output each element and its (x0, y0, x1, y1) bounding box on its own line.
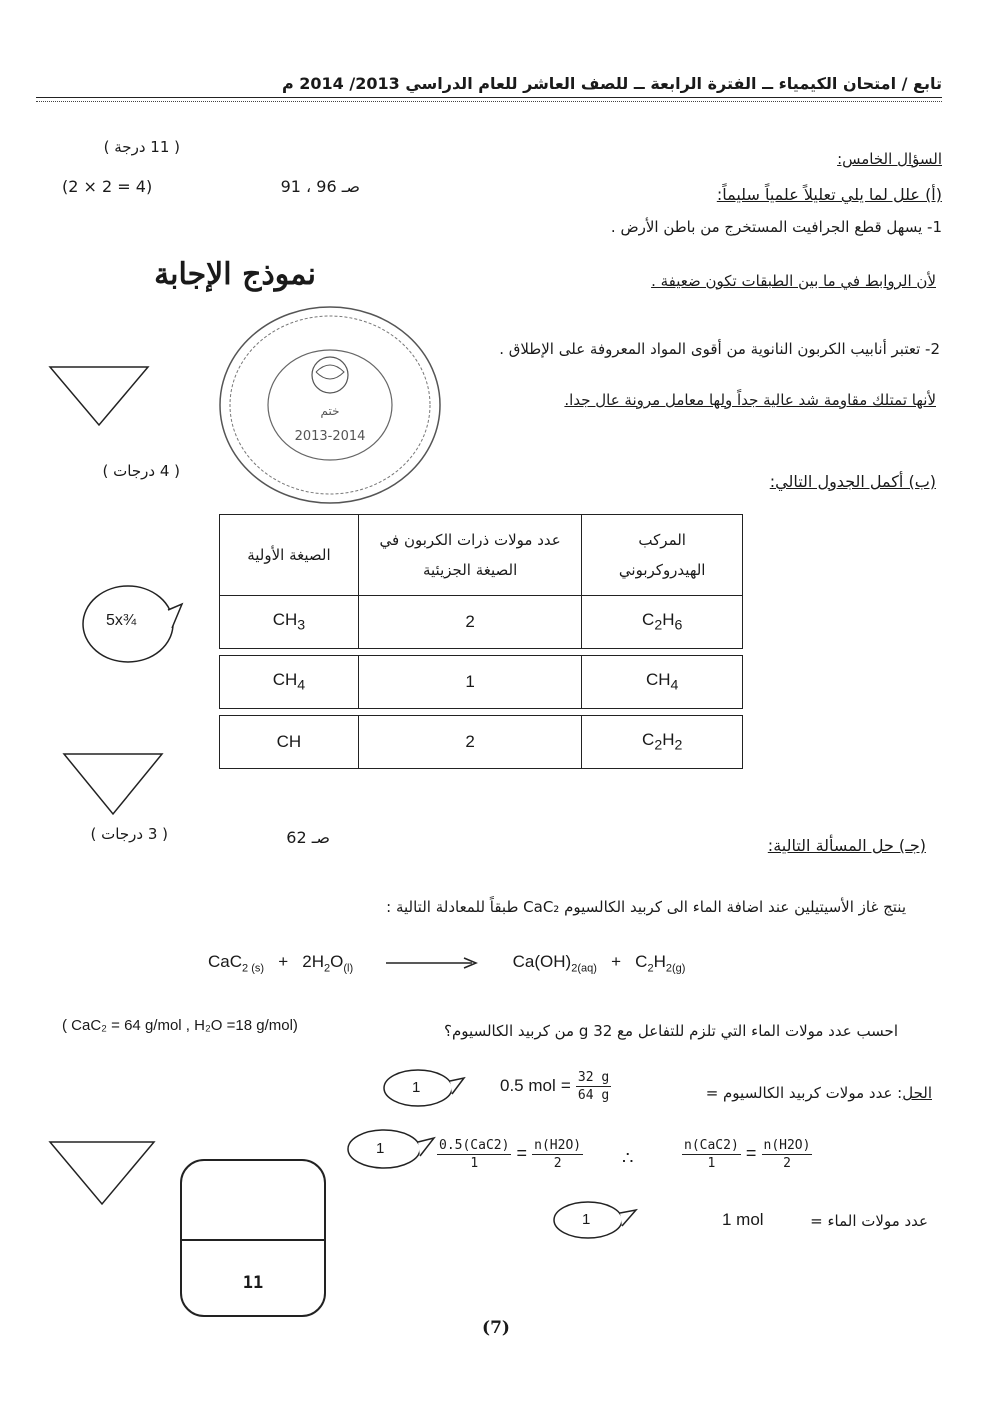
mark-bubble-2 (344, 1126, 438, 1172)
part-a-marks: (2 × 2 = 4) (62, 177, 153, 196)
cell-empirical: $CH_3$ (220, 596, 359, 649)
mark-bubble-3 (550, 1198, 642, 1242)
total-score-value: 11 (242, 1273, 264, 1293)
header-empirical: الصيغة الأولية (220, 515, 359, 596)
chemical-equation: CaC$_{2 (s)}$ + $2H_2O_{(l)}$ $Ca(OH)_{2(aq)}$ + $C_2H_{2(g)}$ (208, 952, 686, 975)
mark-bubble-2-text: 1 (376, 1140, 385, 1157)
page-number: (7) (482, 1318, 510, 1338)
fraction-n-h2o-2: $\frac{n(H2O)}{2}$ (534, 1138, 582, 1171)
cell-moles: 1 (358, 656, 582, 709)
fraction-32-over-64: $\frac{32 g}{64 g}$ (577, 1070, 610, 1103)
part-a-item-1: 1- يسهل قطع الجرافيت المستخرج من باطن الأرض . (610, 218, 942, 236)
part-a-page-ref: صـ 96 ، 91 (280, 177, 360, 196)
fraction-n-h2o: $\frac{n(H2O)}{2}$ (763, 1138, 811, 1171)
score-triangle-b (62, 752, 164, 816)
header-moles: عدد مولات ذرات الكربون في الصيغة الجزيئية (358, 515, 582, 596)
part-b-marks: ( 4 درجات ) (102, 462, 180, 480)
cell-compound: $C_2H_2$ (582, 716, 743, 769)
part-c-label: (جـ) حل المسألة التالية: (767, 836, 926, 855)
fraction-n-cac2: $\frac{\text{n(CaC2)}}{1}$ (684, 1138, 739, 1171)
page-header-title: تابع / امتحان الكيمياء ــ الفترة الرابعة ــ للصف العاشر للعام الدراسي 2013/ 2014 م (281, 74, 942, 93)
question-total-marks: ( 11 درجة ) (103, 138, 180, 156)
part-a-answer-1: لأن الروابط في ما بين الطبقات تكون ضعيفة . (651, 272, 936, 290)
cell-compound: $C_2H_6$ (582, 596, 743, 649)
part-c-page-ref: صـ 62 (286, 828, 330, 847)
solution-step-3-label: عدد مولات الماء = (810, 1212, 928, 1230)
solution-step-1: الحل: عدد مولات كربيد الكالسيوم = (705, 1084, 932, 1102)
cell-moles: 2 (358, 596, 582, 649)
score-triangle-c (48, 1140, 156, 1206)
model-answer-title: نموذج الإجابة (154, 257, 316, 292)
mark-bubble-1 (380, 1066, 470, 1110)
stamp-label: ختم (320, 404, 340, 418)
question-title: السؤال الخامس: (837, 150, 942, 168)
stamp-years: 2013-2014 (294, 429, 366, 444)
reaction-arrow-icon (386, 956, 478, 970)
therefore-symbol: ∴ (622, 1148, 634, 1168)
mark-bubble-3-text: 1 (582, 1211, 591, 1228)
score-bubble-b-text: 5x¾ (106, 612, 137, 629)
part-c-marks: ( 3 درجات ) (90, 825, 168, 843)
part-c-given: ( CaC₂ = 64 g/mol , H₂O =18 g/mol) (62, 1017, 298, 1034)
header-compound: المركب الهيدروكربوني (582, 515, 743, 596)
fraction-half-cac2: $\frac{\text{0.5(CaC2)}}{1}$ (439, 1138, 510, 1171)
official-stamp (210, 300, 450, 510)
cell-compound: $CH_4$ (582, 656, 743, 709)
part-a-item-2: 2- تعتبر أنابيب الكربون النانوية من أقوى المواد المعروفة على الإطلاق . (499, 340, 940, 358)
solution-step-3-result: 1 mol (722, 1210, 764, 1229)
part-a-label: (أ) علل لما يلي تعليلاً علمياً سليماً: (716, 185, 942, 204)
table-header-row (220, 515, 743, 596)
header-rule-top (36, 97, 942, 98)
hydrocarbon-table (219, 514, 743, 769)
solution-step-2-sub: $\frac{\text{0.5(CaC2)}}{1}$ = $\frac{n(H2O)}{2}$ (439, 1138, 582, 1171)
table-row (220, 596, 743, 649)
solution-step-1-math: 0.5 mol = $\frac{32 g}{64 g}$ (500, 1070, 610, 1103)
cell-moles: 2 (358, 716, 582, 769)
part-c-question: احسب عدد مولات الماء التي تلزم للتفاعل مع 32 g من كربيد الكالسيوم؟ (444, 1022, 898, 1040)
cell-empirical: CH (220, 716, 359, 769)
score-triangle-a (48, 365, 150, 427)
part-a-answer-2: لأنها تمتلك مقاومة شد عالية جداً ولها معامل مرونة عال جدا. (564, 391, 936, 409)
cell-empirical: $CH_4$ (220, 656, 359, 709)
table-row (220, 716, 743, 769)
part-b-label: (ب) أكمل الجدول التالي: (769, 472, 936, 491)
header-rule-bottom (36, 101, 942, 102)
mark-bubble-1-text: 1 (412, 1079, 421, 1096)
solution-step-2-ratio: $\frac{\text{n(CaC2)}}{1}$ = $\frac{n(H2O)}{2}$ (684, 1138, 811, 1171)
score-box-divider (182, 1239, 324, 1241)
table-row (220, 656, 743, 709)
total-score-box (180, 1159, 326, 1317)
part-c-statement: ينتج غاز الأسيتيلين عند اضافة الماء الى كربيد الكالسيوم CaC₂ طبقاً للمعادلة التالية : (386, 898, 906, 916)
